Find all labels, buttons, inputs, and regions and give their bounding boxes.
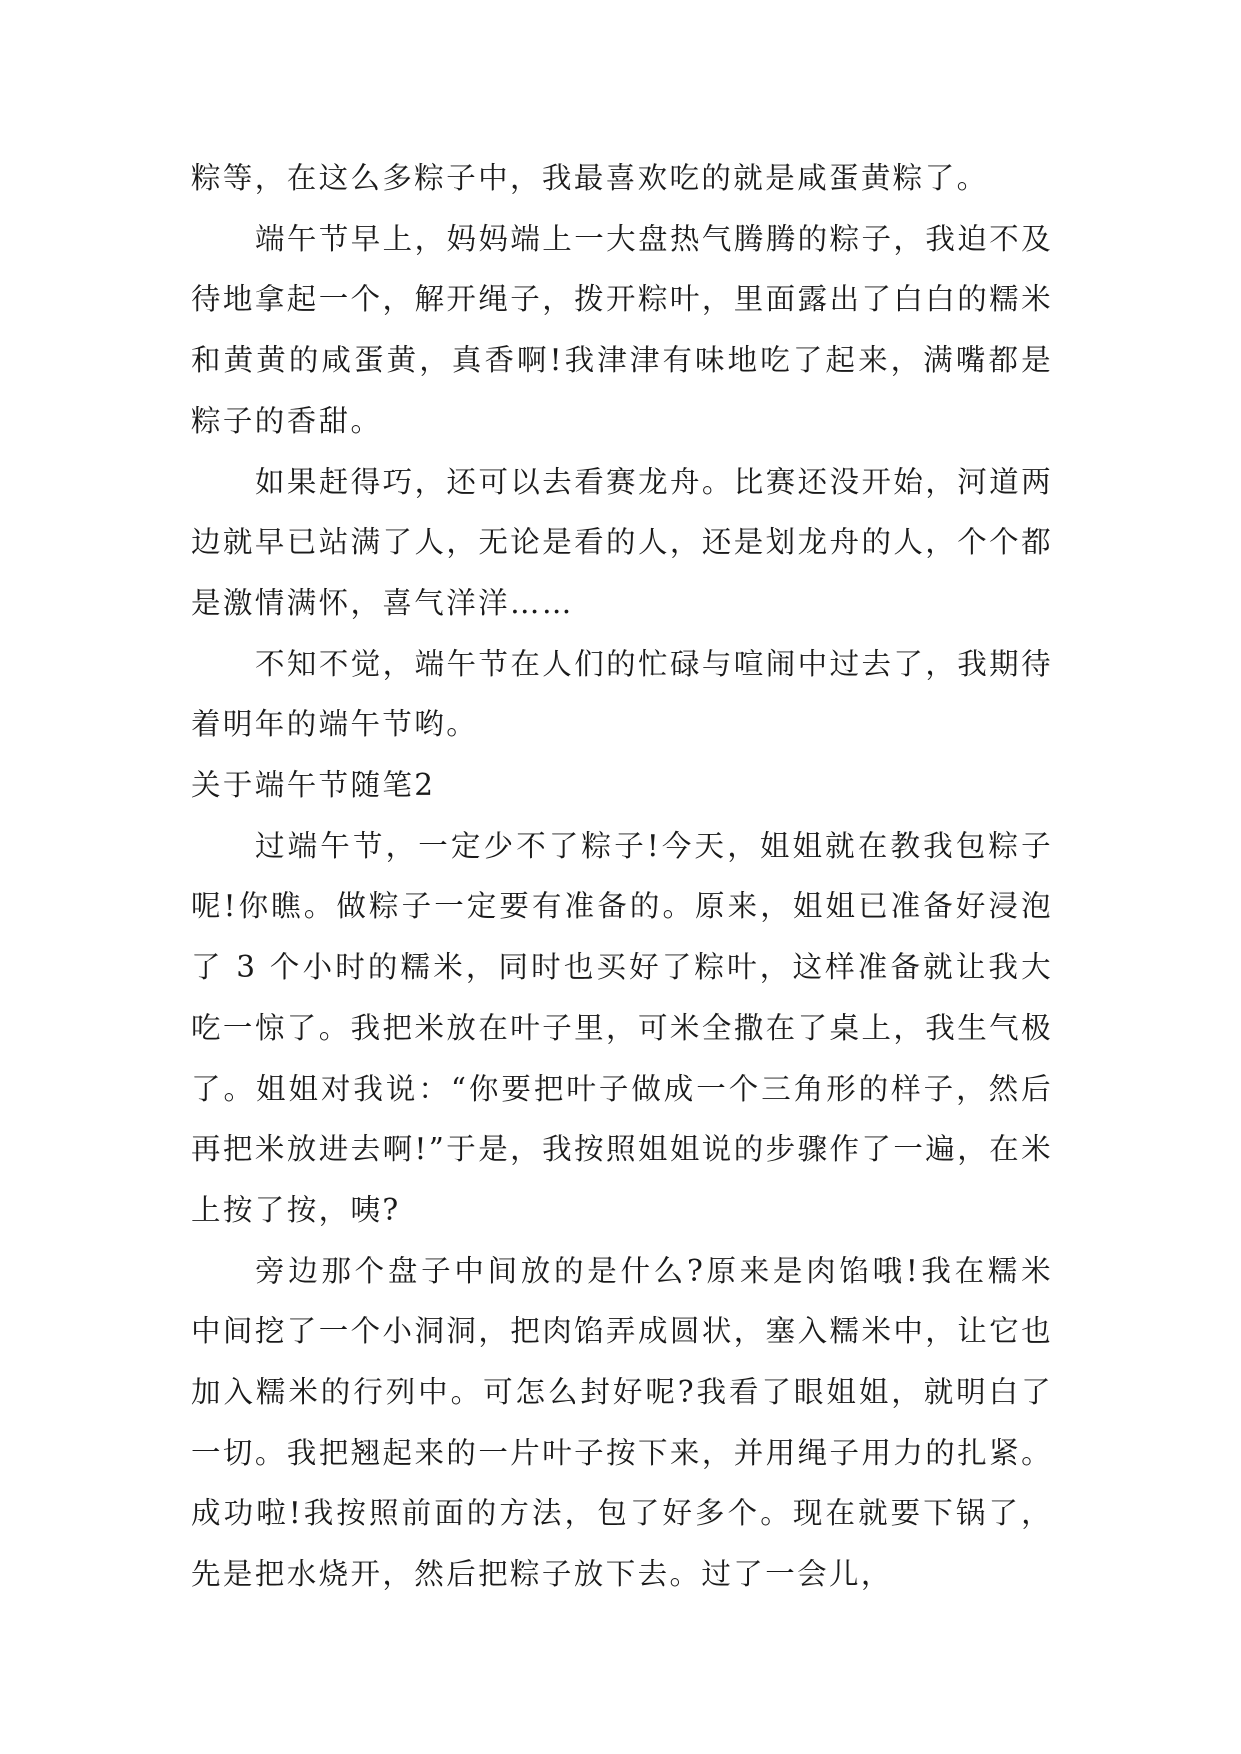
paragraph-morning: 端午节早上，妈妈端上一大盘热气腾腾的粽子，我迫不及待地拿起一个，解开绳子，拨开粽叶，里面露出了白白的糯米和黄黄的咸蛋黄，真香啊!我津津有味地吃了起来，满嘴都是粽子的香甜。 (191, 221, 1053, 438)
paragraph-dragon-boat: 如果赶得巧，还可以去看赛龙舟。比赛还没开始，河道两边就早已站满了人，无论是看的人，还是划龙舟的人，个个都是激情满怀，喜气洋洋…… (191, 464, 1053, 620)
paragraph-filling: 旁边那个盘子中间放的是什么?原来是肉馅哦!我在糯米中间挖了一个小洞洞，把肉馅弄成圆状，塞入糯米中，让它也加入糯米的行列中。可怎么封好呢?我看了眼姐姐，就明白了一切。我把翘起来的一片叶子按下来，并用绳子用力的扎紧。成功啦!我按照前面的方法，包了好多个。现在就要下锅了，先是把水烧开，然后把粽子放下去。过了一会儿， (191, 1253, 1053, 1592)
paragraph-ending: 不知不觉，端午节在人们的忙碌与喧闹中过去了，我期待着明年的端午节哟。 (191, 646, 1053, 742)
document-page (191, 148, 1053, 1605)
section-title: 关于端午节随笔2 (191, 768, 436, 803)
paragraph-making-zongzi: 过端午节，一定少不了粽子!今天，姐姐就在教我包粽子呢!你瞧。做粽子一定要有准备的。原来，姐姐已准备好浸泡了 3 个小时的糯米，同时也买好了粽叶，这样准备就让我大吃一惊了。我把米放在叶子里，可米全撒在了桌上，我生气极了。姐姐对我说：“你要把叶子做成一个三角形的样子，然后再把米放进去啊!”于是，我按照姐姐说的步骤作了一遍，在米上按了按，咦? (191, 828, 1053, 1227)
paragraph-continuation: 粽等，在这么多粽子中，我最喜欢吃的就是咸蛋黄粽了。 (191, 161, 989, 195)
